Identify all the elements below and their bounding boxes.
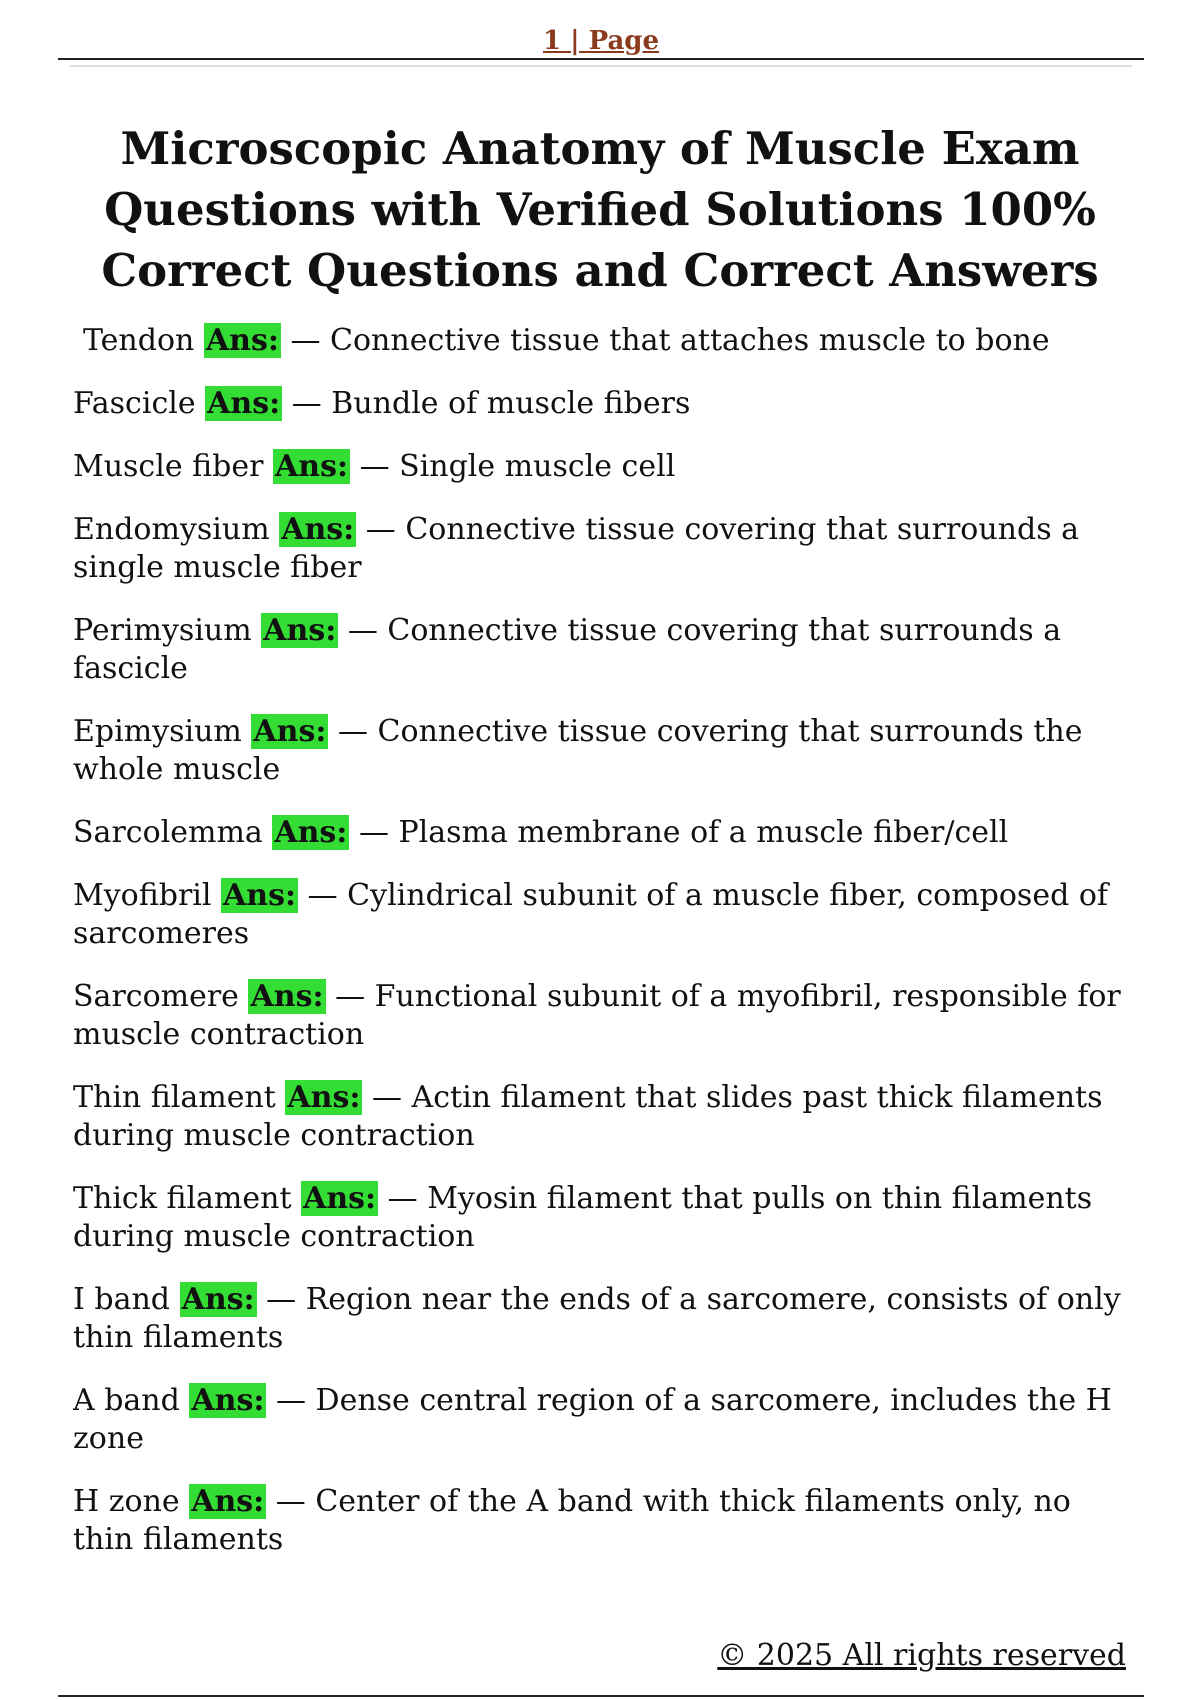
qa-answer: — Actin filament that slides past thick filaments during muscle contraction [73, 1080, 1103, 1153]
qa-item [73, 978, 1123, 1054]
qa-answer: — Connective tissue covering that surrounds a fascicle [73, 613, 1062, 686]
page-number-label: 1 | Page [542, 26, 660, 56]
qa-item [73, 877, 1123, 953]
answer-marker: Ans: [250, 979, 324, 1014]
qa-item [73, 511, 1123, 587]
header-divider [70, 65, 1132, 67]
qa-answer: — Single muscle cell [359, 449, 676, 484]
qa-term: Epimysium [73, 714, 242, 749]
qa-item [73, 322, 1123, 360]
qa-item [73, 385, 1123, 423]
qa-term: Thick filament [73, 1181, 292, 1216]
qa-answer: — Connective tissue that attaches muscle to bone [290, 323, 1050, 358]
answer-marker: Ans: [253, 714, 327, 749]
qa-answer: — Connective tissue covering that surrounds the whole muscle [73, 714, 1083, 787]
answer-marker: Ans: [205, 323, 279, 358]
qa-term: Myofibril [73, 878, 212, 913]
footer-divider [58, 1695, 1144, 1697]
qa-answer: — Functional subunit of a myofibril, responsible for muscle contraction [73, 979, 1121, 1052]
qa-term: I band [73, 1282, 171, 1317]
answer-marker: Ans: [223, 878, 297, 913]
qa-term: Sarcomere [73, 979, 239, 1014]
qa-answer: — Region near the ends of a sarcomere, consists of only thin filaments [73, 1282, 1121, 1355]
document-title: Microscopic Anatomy of Muscle Exam Questions with Verified Solutions 100% Correct Questions and Correct Answers [101, 122, 1099, 297]
answer-marker: Ans: [207, 386, 281, 421]
answer-marker: Ans: [191, 1484, 265, 1519]
copyright-footer: © 2025 All rights reserved [717, 1638, 1126, 1673]
qa-term: Endomysium [73, 512, 270, 547]
qa-item [73, 448, 1123, 486]
qa-term: H zone [73, 1484, 180, 1519]
answer-marker: Ans: [274, 449, 349, 484]
answer-marker: Ans: [287, 1080, 361, 1115]
qa-term: Sarcolemma [73, 815, 263, 850]
qa-term: A band [73, 1383, 180, 1418]
qa-item [73, 612, 1123, 688]
answer-marker: Ans: [281, 512, 355, 547]
qa-item [73, 1483, 1123, 1559]
qa-item [73, 1180, 1123, 1256]
qa-term: Thin filament [73, 1080, 276, 1115]
qa-term: Perimysium [73, 613, 252, 648]
answer-marker: Ans: [191, 1383, 265, 1418]
answer-marker: Ans: [303, 1181, 377, 1216]
answer-marker: Ans: [274, 815, 348, 850]
qa-answer: — Dense central region of a sarcomere, includes the H zone [73, 1383, 1112, 1456]
qa-item [73, 713, 1123, 789]
qa-term: Muscle fiber [73, 449, 264, 484]
qa-list [73, 322, 1123, 1584]
qa-answer: — Connective tissue covering that surrounds a single muscle fiber [73, 512, 1080, 585]
qa-item [73, 1079, 1123, 1155]
qa-answer: — Bundle of muscle fibers [291, 386, 691, 421]
qa-answer: — Myosin filament that pulls on thin filaments during muscle contraction [73, 1181, 1093, 1254]
qa-item [73, 1281, 1123, 1357]
qa-item [73, 814, 1123, 852]
qa-term: Fascicle [73, 386, 196, 421]
qa-item [73, 1382, 1123, 1458]
qa-answer: — Center of the A band with thick filaments only, no thin filaments [73, 1484, 1071, 1557]
answer-marker: Ans: [263, 613, 337, 648]
page-header [58, 24, 1144, 60]
qa-answer: — Plasma membrane of a muscle fiber/cell [358, 815, 1009, 850]
qa-term: Tendon [83, 323, 195, 358]
answer-marker: Ans: [181, 1282, 255, 1317]
qa-answer: — Cylindrical subunit of a muscle fiber, composed of sarcomeres [73, 878, 1108, 951]
